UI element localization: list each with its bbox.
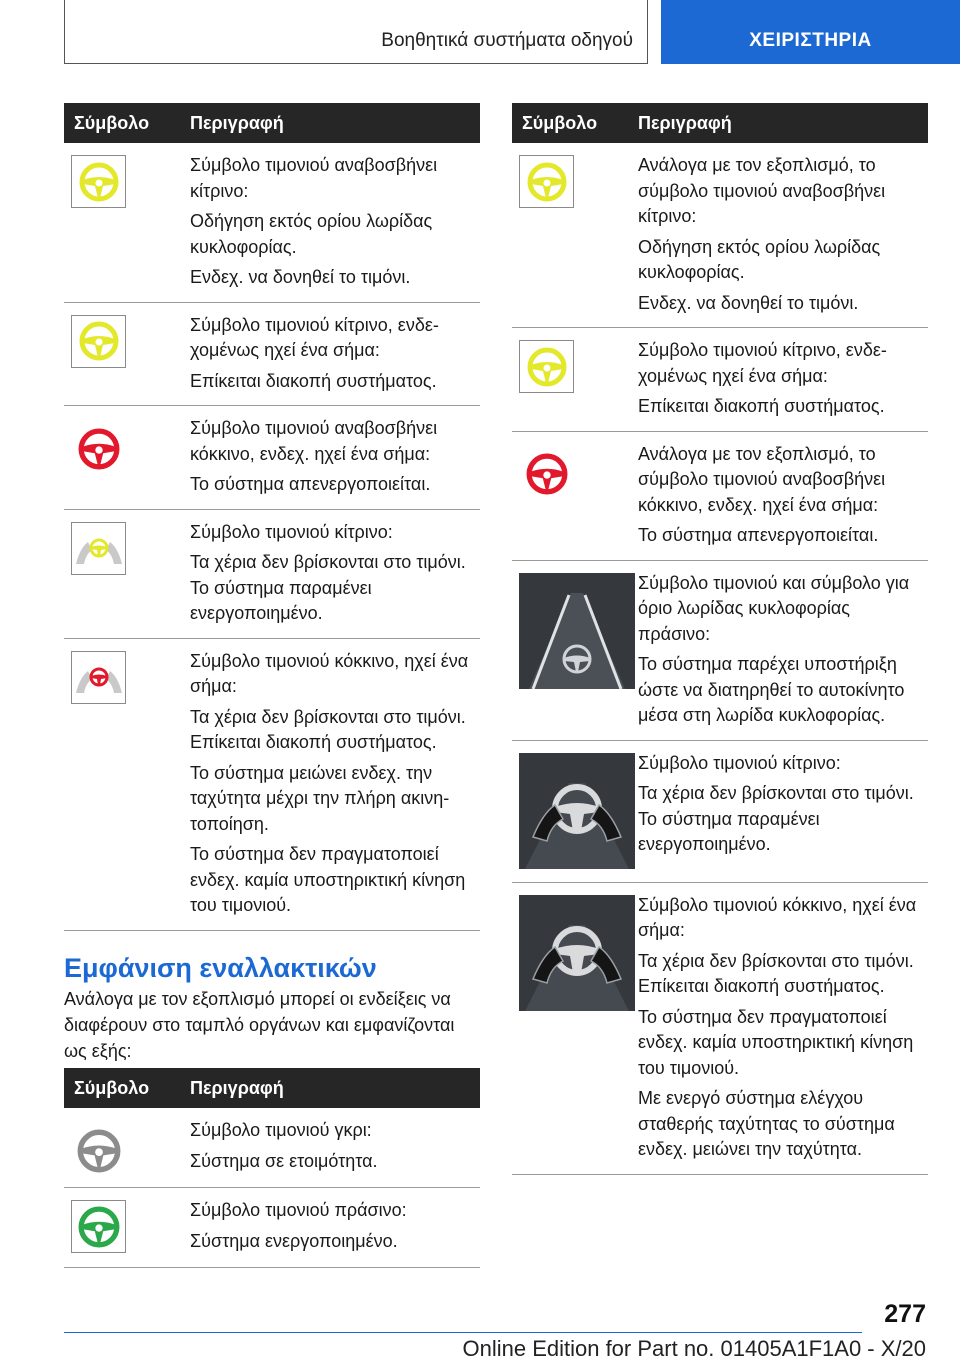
symbol-cell <box>512 153 638 316</box>
symbol-cell <box>64 649 190 919</box>
symbol-cell <box>512 751 638 871</box>
description-cell <box>190 1198 480 1256</box>
footer-edition: Online Edition for Part no. 01405A1F1A0 - X/20 <box>462 1336 926 1361</box>
description-paragraph: Το σύστημα δεν πραγματοποιεί ενδεχ. καμία υποστηρικτική κίνηση του τιμονιού. <box>190 844 466 915</box>
symbol-cell <box>64 153 190 291</box>
hands-off-red-display-image <box>519 895 635 1011</box>
steering-wheel-yellow-icon <box>71 155 126 208</box>
description-cell <box>638 893 928 1163</box>
symbol-cell <box>512 571 638 729</box>
steering-wheel-yellow-icon <box>519 340 574 393</box>
description-paragraph: Το σύστημα παρέχει υποστήριξη ώστε να διατηρηθεί το αυτοκίνητο μέσα στη λωρίδα κυκλοφορίας. <box>638 654 905 725</box>
header-section-title: Βοηθητικά συστήματα οδηγού <box>381 30 633 51</box>
description-paragraph: Το σύστημα μειώνει ενδεχ. την ταχύτητα μέχρι την πλήρη ακινητοποίηση. <box>190 762 450 834</box>
description-cell <box>638 442 928 549</box>
lane-display-image <box>519 573 635 689</box>
table-row <box>64 639 480 931</box>
steering-wheel-green-icon <box>71 1200 126 1253</box>
table-row <box>512 883 928 1175</box>
symbol-cell <box>64 416 190 498</box>
steering-wheel-yellow-icon <box>519 155 574 208</box>
description-paragraph: Σύστημα σε ετοιμότητα. <box>190 1150 378 1171</box>
description-paragraph: Επίκειται διακοπή συστήματος. <box>638 396 885 416</box>
table-row <box>64 303 480 407</box>
description-paragraph: Οδήγηση εκτός ορίου λωρίδας κυκλοφορίας. <box>638 236 881 282</box>
col-description-header: Περιγραφή <box>190 1078 284 1098</box>
symbol-cell <box>64 520 190 627</box>
hands-off-display-image <box>519 753 635 869</box>
description-cell <box>190 649 480 919</box>
description-cell <box>190 416 480 498</box>
description-paragraph: Ενδεχ. να δονηθεί το τιμόνι. <box>638 292 859 313</box>
symbol-cell <box>512 893 638 1163</box>
symbol-cell <box>512 338 638 420</box>
symbol-cell <box>64 313 190 395</box>
description-cell <box>638 571 928 729</box>
description-paragraph: Ενδεχ. να δονηθεί το τιμόνι. <box>190 267 411 287</box>
steering-wheel-yellow-icon <box>71 315 126 368</box>
description-paragraph: Ανάλογα με τον εξοπλισμό, το σύμβολο τιμονιού αναβοσβήνει κόκκινο, ενδεχ. ηχεί ένα σήμα: <box>638 443 886 515</box>
symbol-cell <box>64 1198 190 1256</box>
description-paragraph: Σύμβολο τιμονιού αναβοσβήνει κίτρινο: <box>190 155 438 201</box>
description-paragraph: Το σύστημα απενεργοποιείται. <box>638 525 879 545</box>
header-chapter-label: ΧΕΙΡΙΣΤΗΡΙΑ <box>749 30 872 51</box>
description-paragraph: Με ενεργό σύστημα ελέγχου σταθερής ταχύτητας το σύστημα ενδεχ. μειώνει την ταχύτητα. <box>638 1088 895 1159</box>
description-cell <box>190 1118 480 1176</box>
col-symbol-header: Σύμβολο <box>522 113 598 133</box>
col-symbol-header: Σύμβολο <box>74 113 150 133</box>
description-paragraph: Σύμβολο τιμονιού πράσινο: <box>190 1200 407 1220</box>
hands-off-red-icon <box>71 651 126 704</box>
table-row <box>64 1188 480 1268</box>
description-cell <box>638 338 928 420</box>
description-paragraph: Τα χέρια δεν βρίσκονται στο τιμόνι. Το σύστημα παραμένει ενεργοποιημένο. <box>638 783 914 854</box>
header-frame <box>64 0 648 64</box>
table-row <box>64 510 480 639</box>
steering-wheel-red-icon <box>519 448 574 501</box>
description-paragraph: Ανάλογα με τον εξοπλισμό, το σύμβολο τιμονιού αναβοσβήνει κίτρινο: <box>638 155 886 226</box>
section-intro: Ανάλογα με τον εξοπλισμό μπορεί οι ενδείξεις να διαφέρουν στο ταμπλό οργάνων και εμφανίζονται ως εξής: <box>64 989 455 1061</box>
table-row <box>64 1108 480 1188</box>
description-paragraph: Σύμβολο τιμονιού κίτρινο, ενδεχομένως ηχεί ένα σήμα: <box>190 314 439 360</box>
right-symbol-table <box>512 103 928 1175</box>
description-paragraph: Σύμβολο τιμονιού και σύμβολο για όριο λωρίδας κυκλοφορίας πράσινο: <box>638 572 910 644</box>
hands-off-yellow-icon <box>71 522 126 575</box>
table-row <box>512 432 928 561</box>
description-cell <box>190 313 480 395</box>
table-header <box>64 103 480 143</box>
description-paragraph: Τα χέρια δεν βρίσκονται στο τιμόνι. Το σύστημα παραμένει ενεργοποιημένο. <box>190 552 466 623</box>
description-cell <box>190 153 480 291</box>
page-number: 277 <box>884 1300 926 1328</box>
description-paragraph: Το σύστημα δεν πραγματοποιεί ενδεχ. καμία υποστηρικτική κίνηση του τιμονιού. <box>638 1006 914 1078</box>
table-row <box>64 406 480 510</box>
table-row <box>64 143 480 303</box>
table-row <box>512 143 928 328</box>
header-chapter-tab <box>661 0 960 64</box>
description-paragraph: Τα χέρια δεν βρίσκονται στο τιμόνι. Επίκειται διακοπή συστήματος. <box>190 706 466 752</box>
description-paragraph: Σύστημα ενεργοποιημένο. <box>190 1230 398 1251</box>
description-paragraph: Επίκειται διακοπή συστήματος. <box>190 370 437 391</box>
description-paragraph: Οδήγηση εκτός ορίου λωρίδας κυκλοφορίας. <box>190 211 433 257</box>
description-paragraph: Σύμβολο τιμονιού κίτρινο: <box>190 521 393 542</box>
description-paragraph: Σύμβολο τιμονιού γκρι: <box>190 1120 372 1140</box>
description-cell <box>190 520 480 627</box>
description-paragraph: Τα χέρια δεν βρίσκονται στο τιμόνι. Επίκειται διακοπή συστήματος. <box>638 950 914 996</box>
description-paragraph: Σύμβολο τιμονιού κίτρινο: <box>638 752 841 773</box>
steering-wheel-grey-icon <box>71 1124 126 1177</box>
steering-wheel-red-icon <box>71 422 126 475</box>
col-symbol-header: Σύμβολο <box>74 1078 150 1098</box>
col-description-header: Περιγραφή <box>190 113 284 133</box>
table-header <box>512 103 928 143</box>
left-symbol-table-2 <box>64 1068 480 1268</box>
section-heading: Εμφάνιση εναλλακτικών <box>64 953 377 983</box>
table-header <box>64 1068 480 1108</box>
description-paragraph: Σύμβολο τιμονιού κόκκινο, ηχεί ένα σήμα: <box>190 650 469 696</box>
symbol-cell <box>64 1118 190 1176</box>
description-paragraph: Σύμβολο τιμονιού κίτρινο, ενδεχομένως ηχεί ένα σήμα: <box>638 340 887 386</box>
footer-rule <box>64 1332 862 1333</box>
table-row <box>512 561 928 741</box>
table-row <box>512 328 928 432</box>
symbol-cell <box>512 442 638 549</box>
col-description-header: Περιγραφή <box>638 113 732 133</box>
description-paragraph: Το σύστημα απενεργοποιείται. <box>190 474 431 494</box>
left-symbol-table <box>64 103 480 931</box>
description-cell <box>638 153 928 316</box>
table-row <box>512 741 928 883</box>
description-paragraph: Σύμβολο τιμονιού αναβοσβήνει κόκκινο, ενδεχ. ηχεί ένα σήμα: <box>190 418 438 464</box>
description-cell <box>638 751 928 871</box>
description-paragraph: Σύμβολο τιμονιού κόκκινο, ηχεί ένα σήμα: <box>638 894 917 940</box>
